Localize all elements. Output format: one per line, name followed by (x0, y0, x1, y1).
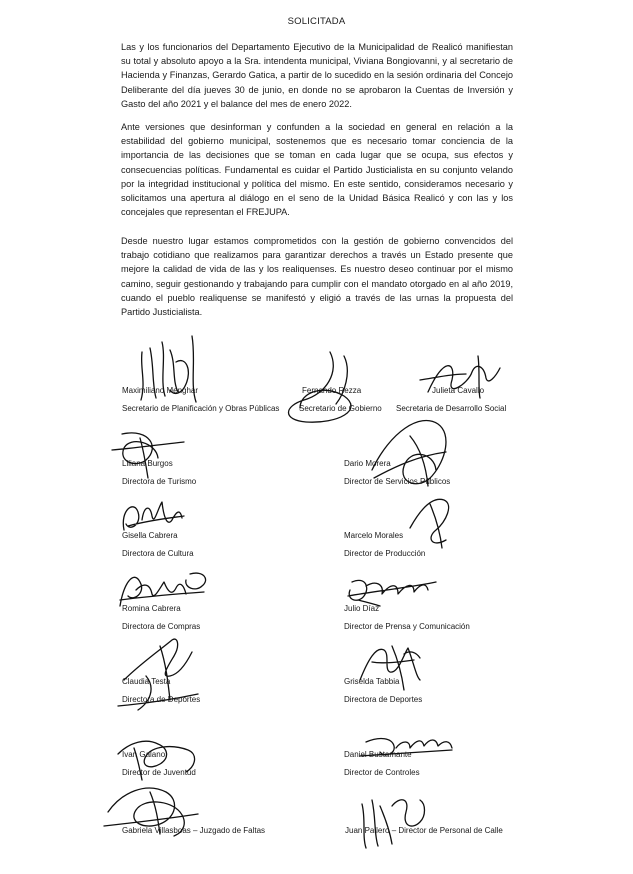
document-title: SOLICITADA (287, 16, 346, 27)
signature-pallero (362, 800, 425, 848)
signatory-name: Juan Pallero – Director de Personal de Calle (345, 826, 503, 835)
signatory-role: Director de Prensa y Comunicación (344, 622, 470, 631)
signatory-name: Dario Morera (344, 459, 391, 468)
signatory-role: Secretario de Planificación y Obras Públicas (122, 404, 280, 413)
signatory-name: Gabriela Villasboas – Juzgado de Faltas (122, 826, 266, 835)
signature-cabrera-g (123, 502, 184, 530)
signatory-name: Gisella Cabrera (122, 531, 178, 540)
signatory-name: Maximiliano Menghar (122, 386, 199, 395)
signatory-role: Director de Servicios Públicos (344, 477, 451, 486)
signatory-role: Directora de Deportes (122, 695, 201, 704)
signatory-name: Claudia Testa (122, 677, 171, 686)
signature-cabrera-r (120, 573, 206, 606)
signatory-role: Directora de Cultura (122, 549, 194, 558)
paragraph-3: Desde nuestro lugar estamos comprometidos con la gestión de gobierno convencidos del trabajo cotidiano que realizamos para garantizar derechos a través un Estado presente que mejore la calidad de vida de las y los realiquenses. Es nuestro deseo continuar por el mismo camino, seguir gestionando y trabajando para cumplir con el mandato otorgado en al año 2019, cuando el pueblo realiquense se manifestó y eligió a través de las urnas la propuesta del Partido Justicialista. (121, 236, 513, 318)
signatory-name: Romina Cabrera (122, 604, 181, 613)
signatory-role: Directora de Turismo (122, 477, 197, 486)
signatory-name: Marcelo Morales (344, 531, 404, 540)
signatory-role: Director de Controles (344, 768, 420, 777)
signatory-name: Daniel Bustamante (344, 750, 412, 759)
paragraph-1: Las y los funcionarios del Departamento Ejecutivo de la Municipalidad de Realicó manifiestan su total y absoluto apoyo a la Sra. intendenta municipal, Viviana Bongiovanni, y al secretario de Hacienda y Finanzas, Gerardo Gatica, a partir de lo sucedido en la sesión ordinaria del Concejo Deliberante del día jueves 30 de junio, en donde no se aprobaron la Cuentas de Inversión y Gasto del año 2021 y el balance del mes de enero 2022. (121, 42, 513, 109)
signature-diaz (348, 580, 436, 606)
signatory-role: Secretario de Gobierno (299, 404, 382, 413)
signatory-name: Ivan Galano (122, 750, 166, 759)
signatory-name: Griselda Tabbia (344, 677, 400, 686)
signatory-name: Liliana Burgos (122, 459, 173, 468)
signatory-name: Julio Díaz (344, 604, 380, 613)
signatory-role: Directora de Deportes (344, 695, 423, 704)
signatory-role: Secretaria de Desarrollo Social (396, 404, 507, 413)
paragraph-2: Ante versiones que desinforman y confunden a la sociedad en general en relación a la estabilidad del gobierno municipal, sostenemos que es necesario tomar conciencia de la importancia de las decisiones que se toman en cada lugar que se ocupa, sus efectos y consecuencias políticas. Fundamental es cuidar el Partido Justicialista en su conjunto velando por la integridad institucional y política del mismo. En este sentido, consideramos necesario y solicitamos una apertura al diálogo en el seno de la Unidad Básica Realicó y con las y los concejales que representan el FREJUPA. (121, 122, 513, 218)
signature-morales (410, 499, 449, 548)
signatory-name: Fernando Rezza (302, 386, 362, 395)
signatory-role: Directora de Compras (122, 622, 201, 631)
signatory-name: Julieta Cavallo (432, 386, 485, 395)
signature-burgos (112, 433, 184, 478)
signatory-role: Director de Producción (344, 549, 426, 558)
signatory-role: Director de Juventud (122, 768, 196, 777)
